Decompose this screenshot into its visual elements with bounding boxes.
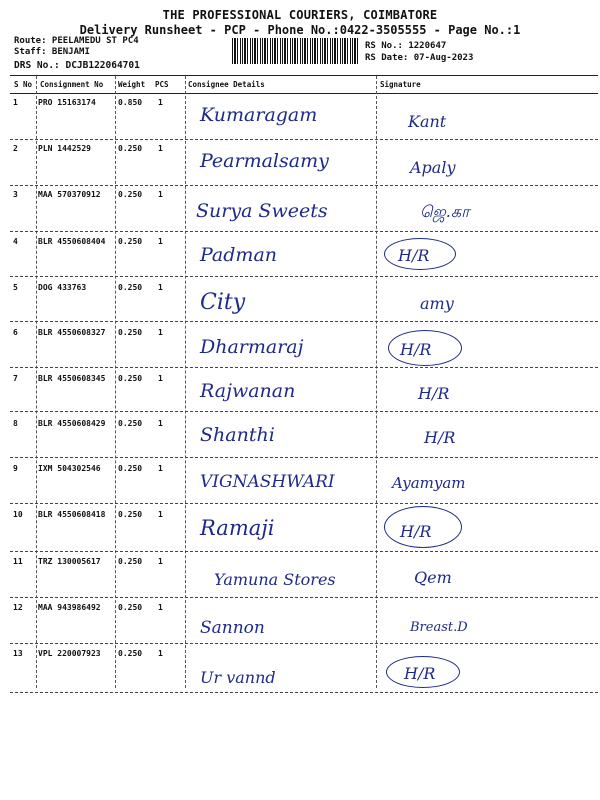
row-consignment: BLR 4550608429 — [38, 419, 106, 428]
row-consignment: BLR 4550608404 — [38, 237, 106, 246]
consignee-handwriting: Ur vannd — [200, 668, 276, 687]
staff-label: Staff: BENJAMI — [14, 47, 90, 57]
signature-loop-icon — [384, 238, 456, 270]
row-weight: 0.250 — [118, 328, 143, 337]
route-label: Route: PEELAMEDU ST PC4 — [14, 36, 139, 46]
consignee-handwriting: Kumaragam — [200, 104, 318, 126]
row-sno: 8 — [13, 419, 18, 428]
row-weight: 0.250 — [118, 144, 143, 153]
row-weight: 0.250 — [118, 464, 143, 473]
row-pcs: 1 — [158, 510, 163, 519]
row-divider — [10, 643, 598, 644]
signature-handwriting: Qem — [414, 568, 452, 587]
row-consignment: PRO 15163174 — [38, 98, 96, 107]
signature-handwriting: H/R — [424, 428, 456, 447]
row-consignment: VPL 220007923 — [38, 649, 101, 658]
row-pcs: 1 — [158, 283, 163, 292]
row-pcs: 1 — [158, 328, 163, 337]
consignee-handwriting: Surya Sweets — [196, 200, 328, 222]
rs-date: RS Date: 07-Aug-2023 — [365, 53, 474, 63]
row-consignment: PLN 1442529 — [38, 144, 91, 153]
consignee-handwriting: Padman — [200, 244, 278, 266]
row-divider — [10, 503, 598, 504]
signature-handwriting: H/R — [418, 384, 450, 403]
row-divider — [10, 411, 598, 412]
row-consignment: MAA 943986492 — [38, 603, 101, 612]
consignee-handwriting: Ramaji — [200, 516, 275, 540]
rs-number: RS No.: 1220647 — [365, 41, 447, 51]
signature-loop-icon — [388, 330, 462, 366]
row-pcs: 1 — [158, 190, 163, 199]
row-divider — [10, 276, 598, 277]
signature-handwriting: Apaly — [410, 158, 456, 177]
consignee-handwriting: Shanthi — [200, 424, 275, 446]
row-consignment: BLR 4550608345 — [38, 374, 106, 383]
table-top-rule — [10, 75, 598, 76]
row-sno: 10 — [13, 510, 23, 519]
row-weight: 0.250 — [118, 557, 143, 566]
row-weight: 0.250 — [118, 374, 143, 383]
row-weight: 0.250 — [118, 283, 143, 292]
row-consignment: BLR 4550608327 — [38, 328, 106, 337]
signature-loop-icon — [384, 506, 462, 548]
consignee-handwriting: City — [200, 290, 246, 315]
row-sno: 2 — [13, 144, 18, 153]
signature-handwriting: H/R — [400, 340, 432, 359]
row-divider — [10, 185, 598, 186]
row-divider — [10, 457, 598, 458]
row-pcs: 1 — [158, 419, 163, 428]
col-signature: Signature — [380, 80, 421, 89]
row-divider — [10, 597, 598, 598]
row-sno: 11 — [13, 557, 23, 566]
signature-handwriting: H/R — [398, 246, 430, 265]
signature-handwriting: Breast.D — [410, 620, 468, 635]
col-weight: Weight — [118, 80, 146, 89]
row-weight: 0.250 — [118, 649, 143, 658]
row-sno: 12 — [13, 603, 23, 612]
signature-handwriting: Kant — [408, 112, 447, 131]
col-consignment: Consignment No — [40, 80, 104, 89]
col-pcs: PCS — [155, 80, 169, 89]
runsheet-subtitle: Delivery Runsheet - PCP - Phone No.:0422-3505555 - Page No.:1 — [79, 23, 521, 37]
row-consignment: IXM 504302546 — [38, 464, 101, 473]
consignee-handwriting: Dharmaraj — [200, 336, 304, 358]
row-weight: 0.850 — [118, 98, 143, 107]
barcode-icon — [232, 38, 360, 64]
row-pcs: 1 — [158, 374, 163, 383]
row-sno: 4 — [13, 237, 18, 246]
signature-handwriting: Ayamyam — [392, 474, 466, 492]
signature-handwriting: H/R — [400, 522, 432, 541]
row-pcs: 1 — [158, 649, 163, 658]
row-pcs: 1 — [158, 144, 163, 153]
row-sno: 1 — [13, 98, 18, 107]
col-sno: S No — [14, 80, 33, 89]
col-consignee: Consignee Details — [188, 80, 265, 89]
row-weight: 0.250 — [118, 510, 143, 519]
row-consignment: TRZ 130005617 — [38, 557, 101, 566]
row-pcs: 1 — [158, 98, 163, 107]
row-weight: 0.250 — [118, 237, 143, 246]
consignee-handwriting: Sannon — [200, 618, 265, 638]
row-weight: 0.250 — [118, 603, 143, 612]
header-bottom-rule — [10, 93, 598, 94]
row-sno: 13 — [13, 649, 23, 658]
row-pcs: 1 — [158, 464, 163, 473]
row-consignment: DOG 433763 — [38, 283, 87, 292]
row-pcs: 1 — [158, 557, 163, 566]
row-divider — [10, 692, 598, 693]
consignee-handwriting: Pearmalsamy — [200, 150, 329, 172]
row-weight: 0.250 — [118, 419, 143, 428]
company-title: THE PROFESSIONAL COURIERS, COIMBATORE — [162, 8, 438, 22]
signature-handwriting: amy — [420, 294, 454, 313]
row-divider — [10, 231, 598, 232]
row-consignment: BLR 4550608418 — [38, 510, 106, 519]
row-consignment: MAA 570370912 — [38, 190, 101, 199]
row-pcs: 1 — [158, 603, 163, 612]
row-sno: 9 — [13, 464, 18, 473]
row-weight: 0.250 — [118, 190, 143, 199]
row-sno: 6 — [13, 328, 18, 337]
row-divider — [10, 367, 598, 368]
row-sno: 3 — [13, 190, 18, 199]
row-pcs: 1 — [158, 237, 163, 246]
row-divider — [10, 551, 598, 552]
consignee-handwriting: Yamuna Stores — [214, 570, 336, 589]
signature-loop-icon — [386, 656, 460, 688]
row-sno: 7 — [13, 374, 18, 383]
row-sno: 5 — [13, 283, 18, 292]
row-divider — [10, 321, 598, 322]
signature-handwriting: ஜெ.கா — [420, 202, 470, 221]
consignee-handwriting: Rajwanan — [200, 380, 296, 402]
signature-handwriting: H/R — [404, 664, 436, 683]
drs-number: DRS No.: DCJB122064701 — [14, 60, 140, 71]
row-divider — [10, 139, 598, 140]
consignee-handwriting: VIGNASHWARI — [200, 472, 335, 492]
